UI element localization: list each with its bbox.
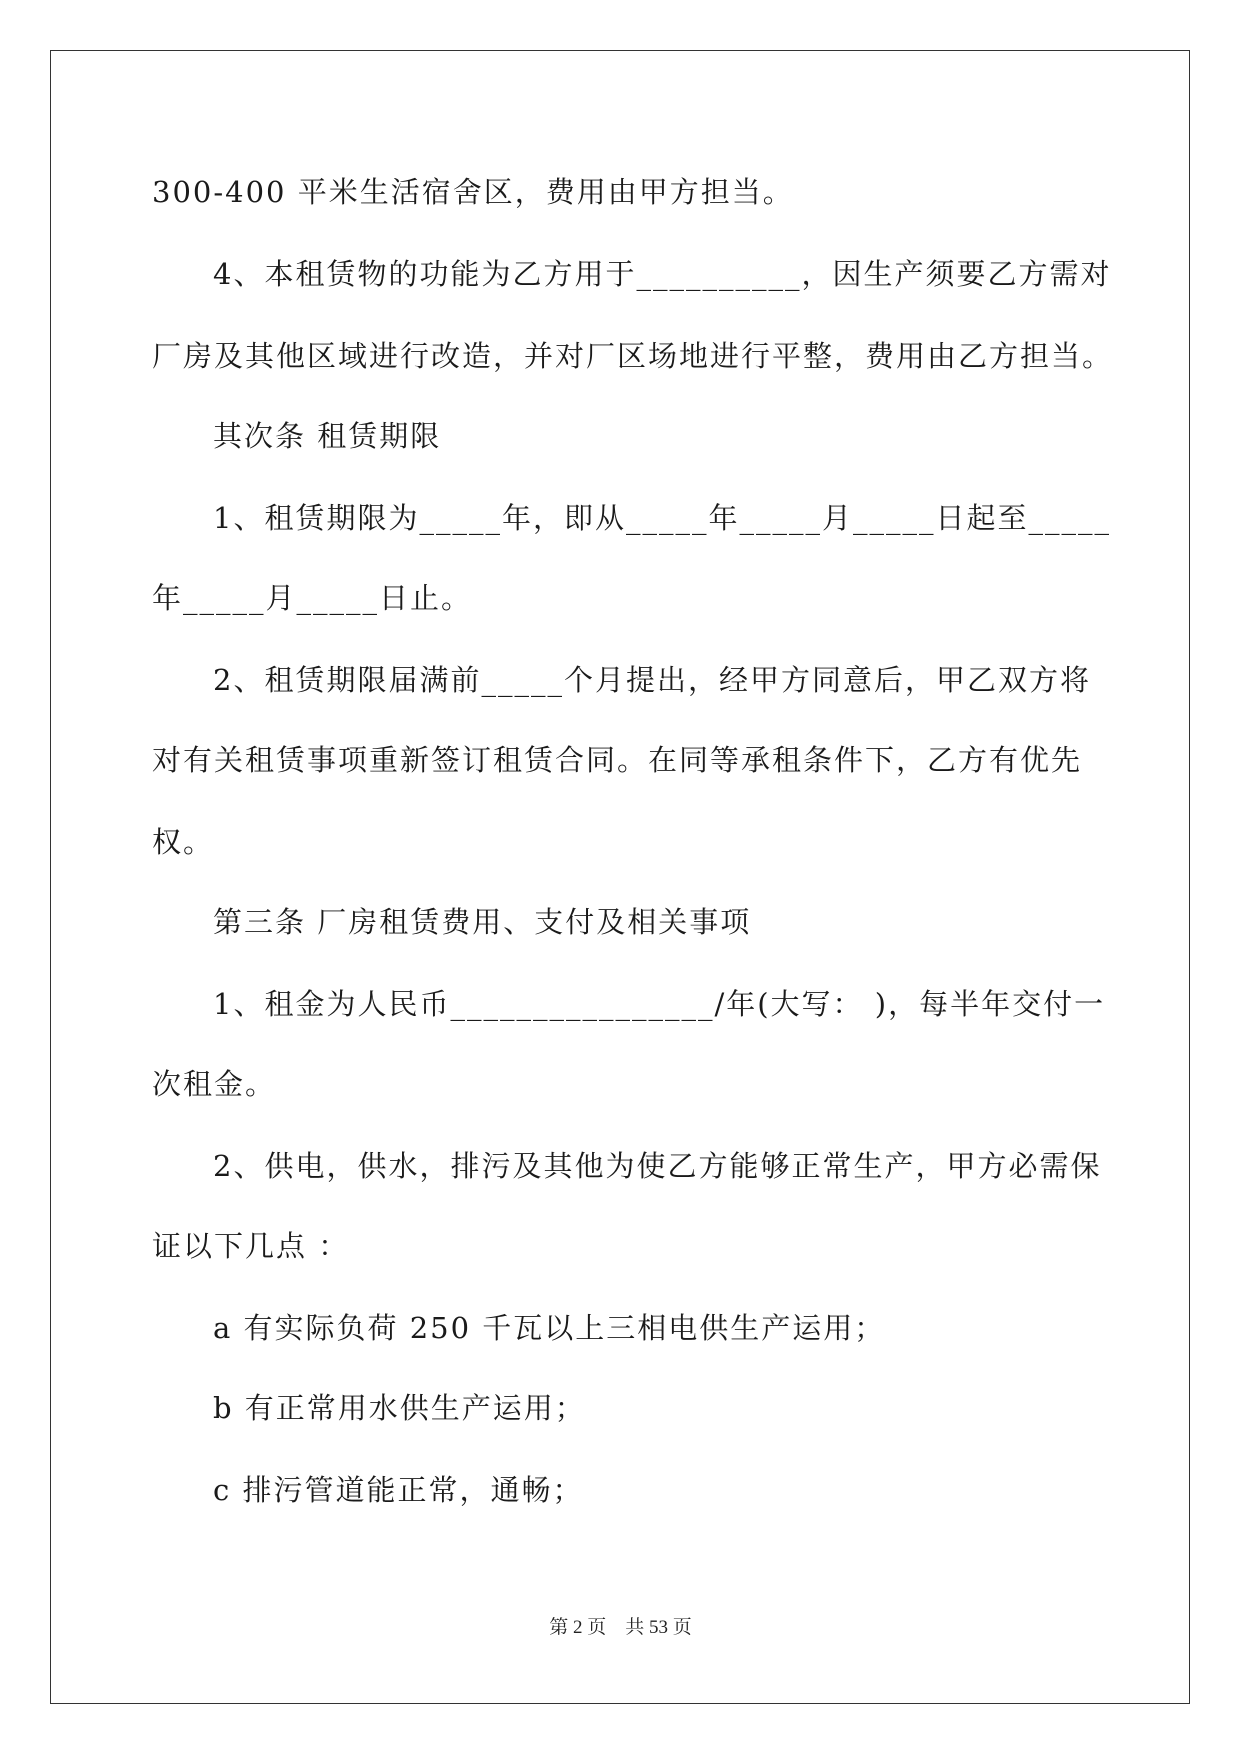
text-line: 厂房及其他区域进行改造，并对厂区场地进行平整，费用由乙方担当。	[152, 339, 1114, 373]
section-heading: 第三条 厂房租赁费用、支付及相关事项	[213, 905, 752, 939]
list-item: c 排污管道能正常，通畅；	[213, 1473, 584, 1507]
page-number-footer: 第 2 页 共 53 页	[549, 1617, 692, 1638]
page-border	[50, 50, 1190, 1704]
text-line: 300-400 平米生活宿舍区，费用由甲方担当。	[152, 175, 794, 209]
text-line: 年_____月_____日止。	[152, 581, 473, 615]
text-line: 4、本租赁物的功能为乙方用于__________，因生产须要乙方需对	[213, 257, 1112, 291]
text-line: 对有关租赁事项重新签订租赁合同。在同等承租条件下，乙方有优先	[152, 743, 1083, 777]
list-item: b 有正常用水供生产运用；	[213, 1391, 586, 1425]
text-line: 1、租金为人民币________________/年(大写： )，每半年交付一	[213, 987, 1106, 1021]
text-line: 2、租赁期限届满前_____个月提出，经甲方同意后，甲乙双方将	[213, 663, 1091, 697]
text-line: 2、供电，供水，排污及其他为使乙方能够正常生产，甲方必需保	[213, 1149, 1102, 1183]
text-line: 证以下几点 ：	[152, 1229, 350, 1263]
text-line: 1、租赁期限为_____年，即从_____年_____月_____日起至_____	[213, 501, 1111, 535]
text-line: 权。	[152, 825, 215, 859]
section-heading: 其次条 租赁期限	[213, 419, 442, 453]
text-line: 次租金。	[152, 1067, 277, 1101]
list-item: a 有实际负荷 250 千瓦以上三相电供生产运用；	[213, 1311, 886, 1345]
